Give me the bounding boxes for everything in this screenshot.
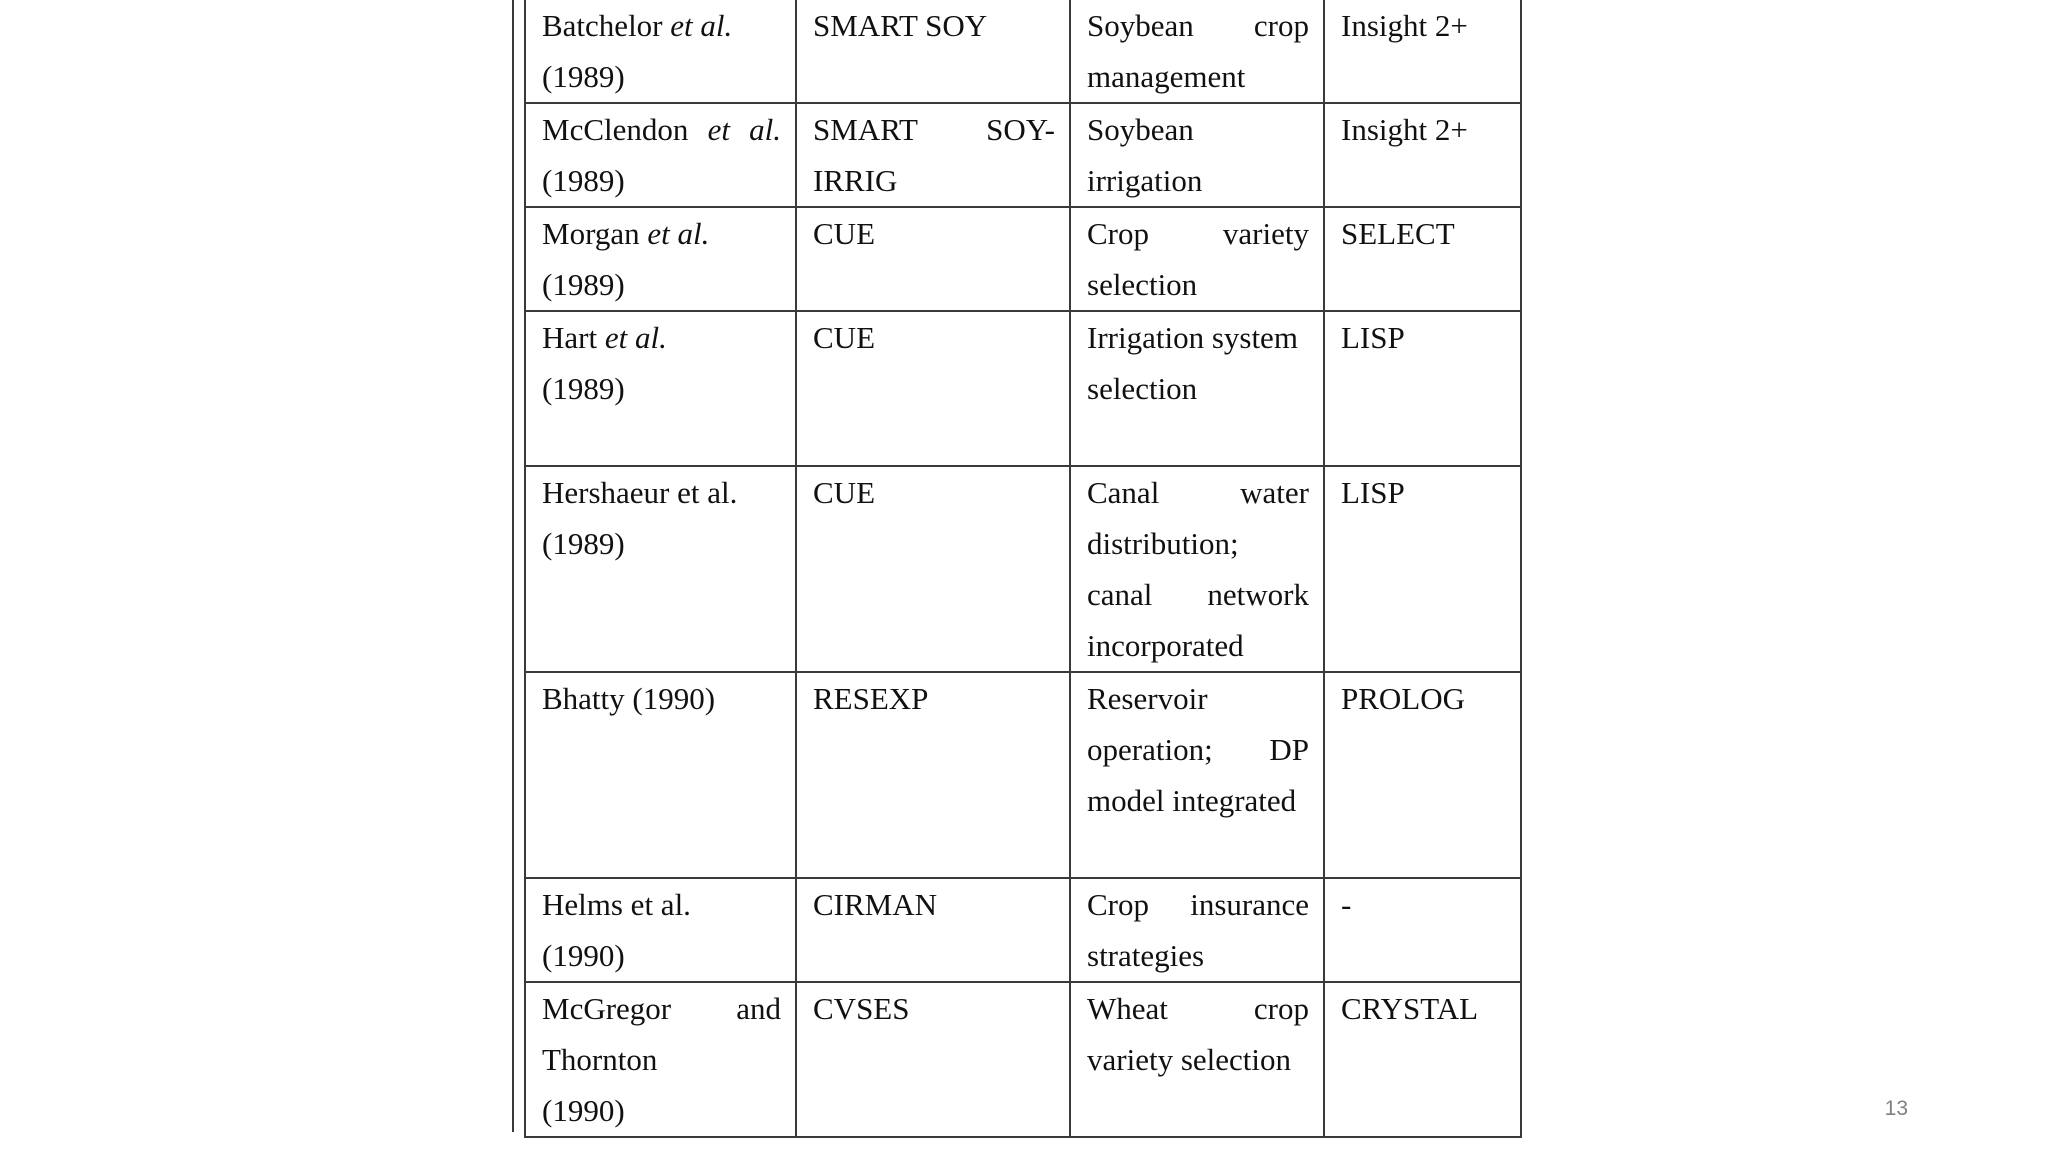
system-cell: CIRMAN [796, 878, 1070, 982]
table-row [525, 466, 1521, 672]
author-cell: Hart et al. (1989) [525, 311, 796, 466]
title-cell: Irrigation system selection [1070, 311, 1324, 466]
tool-cell: CRYSTAL [1324, 982, 1521, 1137]
author-cell: Hershaeur et al. (1989) [525, 466, 796, 672]
title-cell: Soybean irrigation [1070, 103, 1324, 207]
table-row [525, 207, 1521, 311]
author-cell: Morgan et al. (1989) [525, 207, 796, 311]
table-row [525, 311, 1521, 466]
table-row [525, 878, 1521, 982]
table-row [525, 672, 1521, 878]
title-cell: Canal water distribution; canal network incorporated [1070, 466, 1324, 672]
author-cell: Batchelor et al. (1989) [525, 0, 796, 103]
tool-cell: LISP [1324, 466, 1521, 672]
expert-systems-table-wrapper [512, 0, 1520, 1132]
table-row [525, 0, 1521, 103]
title-cell: Soybean crop management [1070, 0, 1324, 103]
table-row [525, 982, 1521, 1137]
system-cell: CVSES [796, 982, 1070, 1137]
author-cell: Helms et al. (1990) [525, 878, 796, 982]
system-cell: CUE [796, 466, 1070, 672]
expert-systems-table [524, 0, 1522, 1138]
title-cell: Crop insurance strategies [1070, 878, 1324, 982]
table-row [525, 103, 1521, 207]
system-cell: SMART SOY-IRRIG [796, 103, 1070, 207]
author-cell: McGregor and Thornton (1990) [525, 982, 796, 1137]
system-cell: RESEXP [796, 672, 1070, 878]
title-cell: Reservoir operation; DP model integrated [1070, 672, 1324, 878]
tool-cell: PROLOG [1324, 672, 1521, 878]
page-number: 13 [1884, 1097, 1908, 1120]
title-cell: Wheat crop variety selection [1070, 982, 1324, 1137]
tool-cell: LISP [1324, 311, 1521, 466]
system-cell: CUE [796, 207, 1070, 311]
system-cell: SMART SOY [796, 0, 1070, 103]
tool-cell: Insight 2+ [1324, 0, 1521, 103]
tool-cell: SELECT [1324, 207, 1521, 311]
tool-cell: Insight 2+ [1324, 103, 1521, 207]
tool-cell: - [1324, 878, 1521, 982]
system-cell: CUE [796, 311, 1070, 466]
title-cell: Crop variety selection [1070, 207, 1324, 311]
author-cell: Bhatty (1990) [525, 672, 796, 878]
author-cell: McClendon et al. (1989) [525, 103, 796, 207]
